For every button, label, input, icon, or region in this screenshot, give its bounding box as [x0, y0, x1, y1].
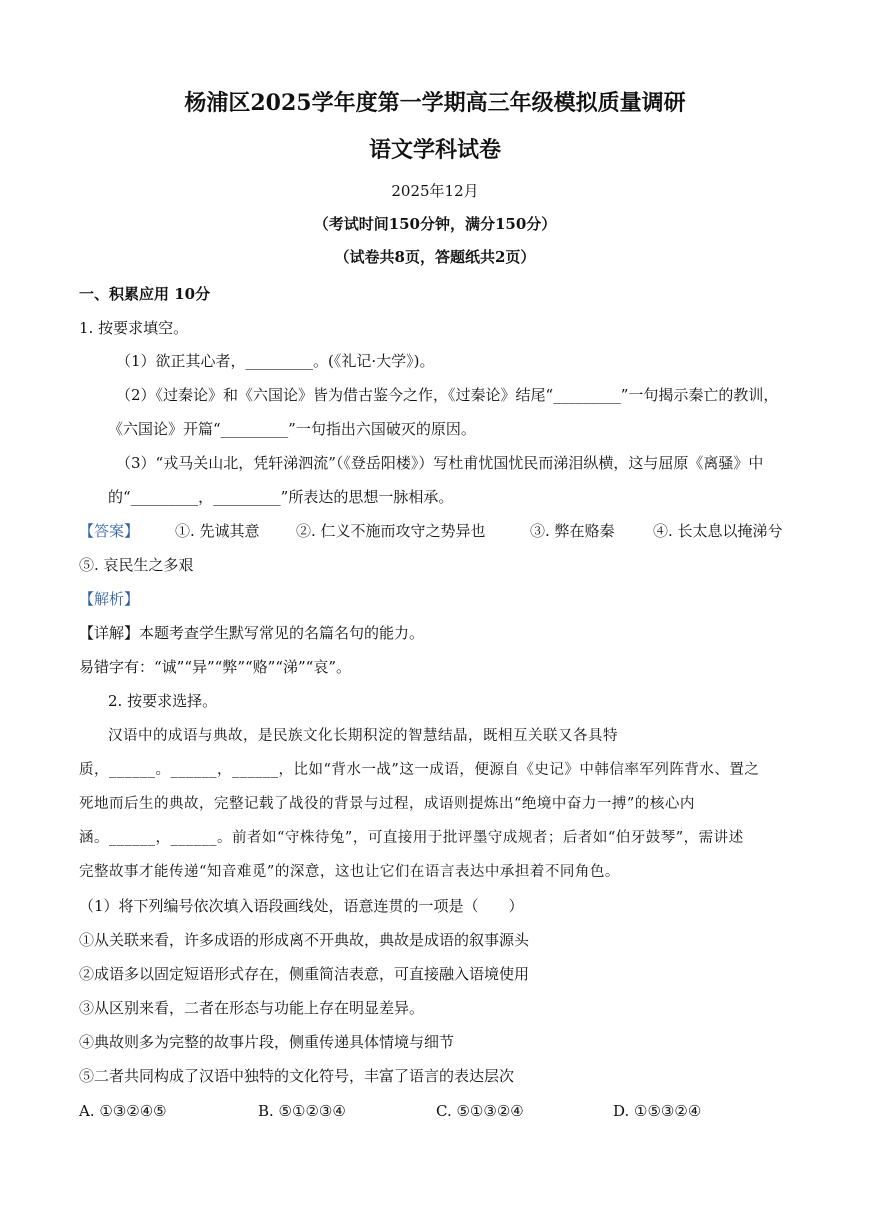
choice-b: B. ⑤①②③④	[258, 1102, 346, 1120]
option-text-3: ③从区别来看，二者在形态与功能上存在明显差异。	[79, 999, 425, 1017]
option-text-1: ①从关联来看，许多成语的形成离不开典故，典故是成语的叙事源头	[79, 931, 530, 949]
passage-line-4: 涵。______，______。前者如“守株待兔”，可直接用于批评墨守成规者；后者如“伯牙鼓琴”，需讲述	[79, 830, 744, 846]
question-1-prompt: 1. 按要求填空。	[79, 319, 189, 337]
question-1-item-2: （2）《过秦论》和《六国论》皆为借古鉴今之作，《过秦论》结尾“_________”一句揭示秦亡的教训，	[116, 386, 779, 404]
passage-line-1: 汉语中的成语与典故，是民族文化长期积淀的智慧结晶，既相互关联又各具特	[108, 728, 618, 744]
passage-line-5: 完整故事才能传递“知音难觅”的深意，这也让它们在语言表达中承担着不同角色。	[79, 864, 620, 880]
exam-title: 杨浦区2025学年度第一学期高三年级模拟质量调研	[184, 90, 686, 116]
question-2-prompt: 2. 按要求选择。	[108, 692, 218, 710]
question-2-sub-1: （1）将下列编号依次填入语段画线处，语意连贯的一项是（ ）	[79, 897, 524, 915]
detail-text: 【详解】本题考查学生默写常见的名篇名句的能力。	[79, 624, 425, 642]
error-chars-text: 易错字有：“诚”“异”“弊”“赂”“涕”“哀”。	[79, 658, 352, 676]
question-1-item-2-cont: 《六国论》开篇“_________”一句指出六国破灭的原因。	[108, 420, 476, 438]
option-text-2: ②成语多以固定短语形式存在，侧重简洁表意，可直接融入语境使用	[79, 965, 530, 983]
choice-c: C. ⑤①③②④	[436, 1102, 524, 1120]
answer-1: ①. 先诚其意	[175, 522, 260, 540]
option-text-5: ⑤二者共同构成了汉语中独特的文化符号，丰富了语言的表达层次	[79, 1067, 515, 1085]
exam-time-info: （考试时间150分钟，满分150分）	[313, 215, 557, 233]
section-heading: 一、积累应用 10分	[79, 285, 211, 303]
answer-4: ④. 长太息以掩涕兮	[653, 522, 783, 540]
choice-d: D. ①⑤③②④	[613, 1102, 702, 1120]
answer-3: ③. 弊在赂秦	[530, 522, 615, 540]
choice-a: A. ①③②④⑤	[79, 1102, 167, 1120]
answer-label: 【答案】	[79, 522, 140, 540]
question-1-item-3-cont: 的“_________，_________”所表达的思想一脉相承。	[108, 488, 454, 506]
passage-line-3: 死地而后生的典故，完整记载了战役的背景与过程，成语则提炼出“绝境中奋力一搏”的核心内	[79, 796, 695, 812]
question-1-item-3: （3）“戎马关山北，凭轩涕泗流”（《登岳阳楼》）写杜甫忧国忧民而涕泪纵横，这与屈原《离骚》中	[116, 454, 764, 472]
exam-subtitle: 语文学科试卷	[368, 137, 501, 163]
question-1-item-1: （1）欲正其心者，_________。(《礼记·大学》)。	[116, 352, 435, 370]
passage-line-2: 质，______。______，______，比如“背水一战”这一成语，便源自《史记》中韩信率军列阵背水、置之	[79, 762, 760, 778]
analysis-label: 【解析】	[79, 590, 140, 608]
answer-2: ②. 仁义不施而攻守之势异也	[296, 522, 486, 540]
exam-date: 2025年12月	[391, 182, 479, 200]
answer-5: ⑤. 哀民生之多艰	[79, 556, 194, 574]
option-text-4: ④典故则多为完整的故事片段，侧重传递具体情境与细节	[79, 1033, 455, 1051]
exam-page-info: （试卷共8页，答题纸共2页）	[334, 248, 536, 266]
